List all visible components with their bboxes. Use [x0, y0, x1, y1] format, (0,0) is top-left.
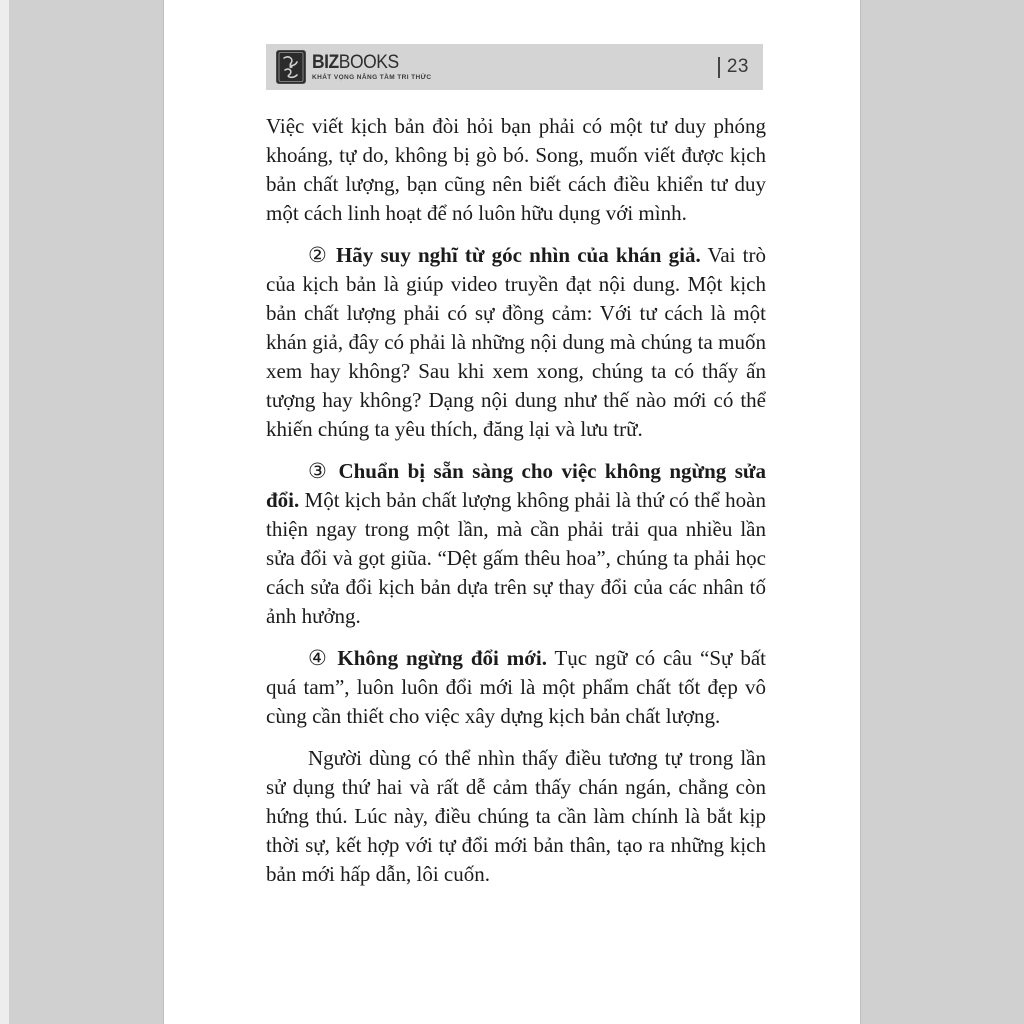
paragraph	[266, 112, 766, 228]
page-number	[718, 56, 749, 78]
paragraph-text: Một kịch bản chất lượng không phải là thứ có thể hoàn thiện ngay trong một lần, mà cần phải trải qua nhiều lần sửa đổi và gọt giũa. “Dệt gấm thêu hoa”, chúng ta phải học cách sửa đổi kịch bản dựa trên sự thay đổi của các nhân tố ảnh hưởng.	[266, 488, 766, 628]
paragraph-text: ④	[308, 646, 338, 670]
book-page	[163, 0, 861, 1024]
paragraph-bold-lead: Chuẩn bị sẵn sàng cho việc không ngừng sửa đổi.	[266, 459, 767, 512]
brand-name-biz: BIZ	[312, 51, 339, 73]
paragraph-bold-lead: Hãy suy nghĩ từ góc nhìn của khán giả.	[335, 243, 701, 267]
bizbooks-logo	[276, 50, 431, 84]
bizbooks-logo-icon	[276, 50, 306, 84]
brand-name	[312, 53, 422, 72]
paragraph-text: Vai trò của kịch bản là giúp video truyền đạt nội dung. Một kịch bản chất lượng phải có sự đồng cảm: Với tư cách là một khán giả, đây có phải là những nội dung mà chúng ta muốn xem hay không? Sau khi xem xong, chúng ta có thấy ấn tượng hay không? Dạng nội dung như thế nào mới có thể khiến chúng ta yêu thích, đăng lại và lưu trữ.	[266, 243, 767, 441]
paragraph-text: Việc viết kịch bản đòi hỏi bạn phải có một tư duy phóng khoáng, tự do, không bị gò bó. Song, muốn viết được kịch bản chất lượng, bạn cũng nên biết cách điều khiển tư duy một cách linh hoạt để nó luôn hữu dụng với mình.	[266, 114, 766, 225]
brand-name-books: BOOKS	[338, 51, 399, 73]
paragraph-text: Tục ngữ có câu “Sự bất quá tam”, luôn luôn đổi mới là một phẩm chất tốt đẹp vô cùng cần thiết cho việc xây dựng kịch bản chất lượng.	[266, 646, 766, 728]
paragraph-text: ②	[308, 243, 336, 267]
page-number-value: 23	[726, 56, 749, 77]
brand-tagline: KHÁT VỌNG NÂNG TẦM TRI THỨC	[312, 73, 432, 81]
paragraph-text: Người dùng có thể nhìn thấy điều tương tự trong lần sử dụng thứ hai và rất dễ cảm thấy chán ngán, chẳng còn hứng thú. Lúc này, điều chúng ta cần làm chính là bắt kịp thời sự, kết hợp với tự đổi mới bản thân, tạo ra những kịch bản mới hấp dẫn, lôi cuốn.	[266, 746, 766, 886]
paragraph-bold-lead: Không ngừng đổi mới.	[337, 646, 547, 670]
paragraph	[266, 457, 766, 631]
page-header-bar	[266, 44, 763, 90]
brand-block	[312, 53, 431, 82]
paragraph	[266, 644, 766, 731]
page-number-divider	[718, 57, 720, 78]
paragraph-text: ③	[308, 459, 339, 483]
paragraph	[266, 241, 766, 444]
paragraph	[266, 744, 766, 889]
scan-edge-strip	[0, 0, 9, 1024]
body-text	[164, 112, 860, 889]
